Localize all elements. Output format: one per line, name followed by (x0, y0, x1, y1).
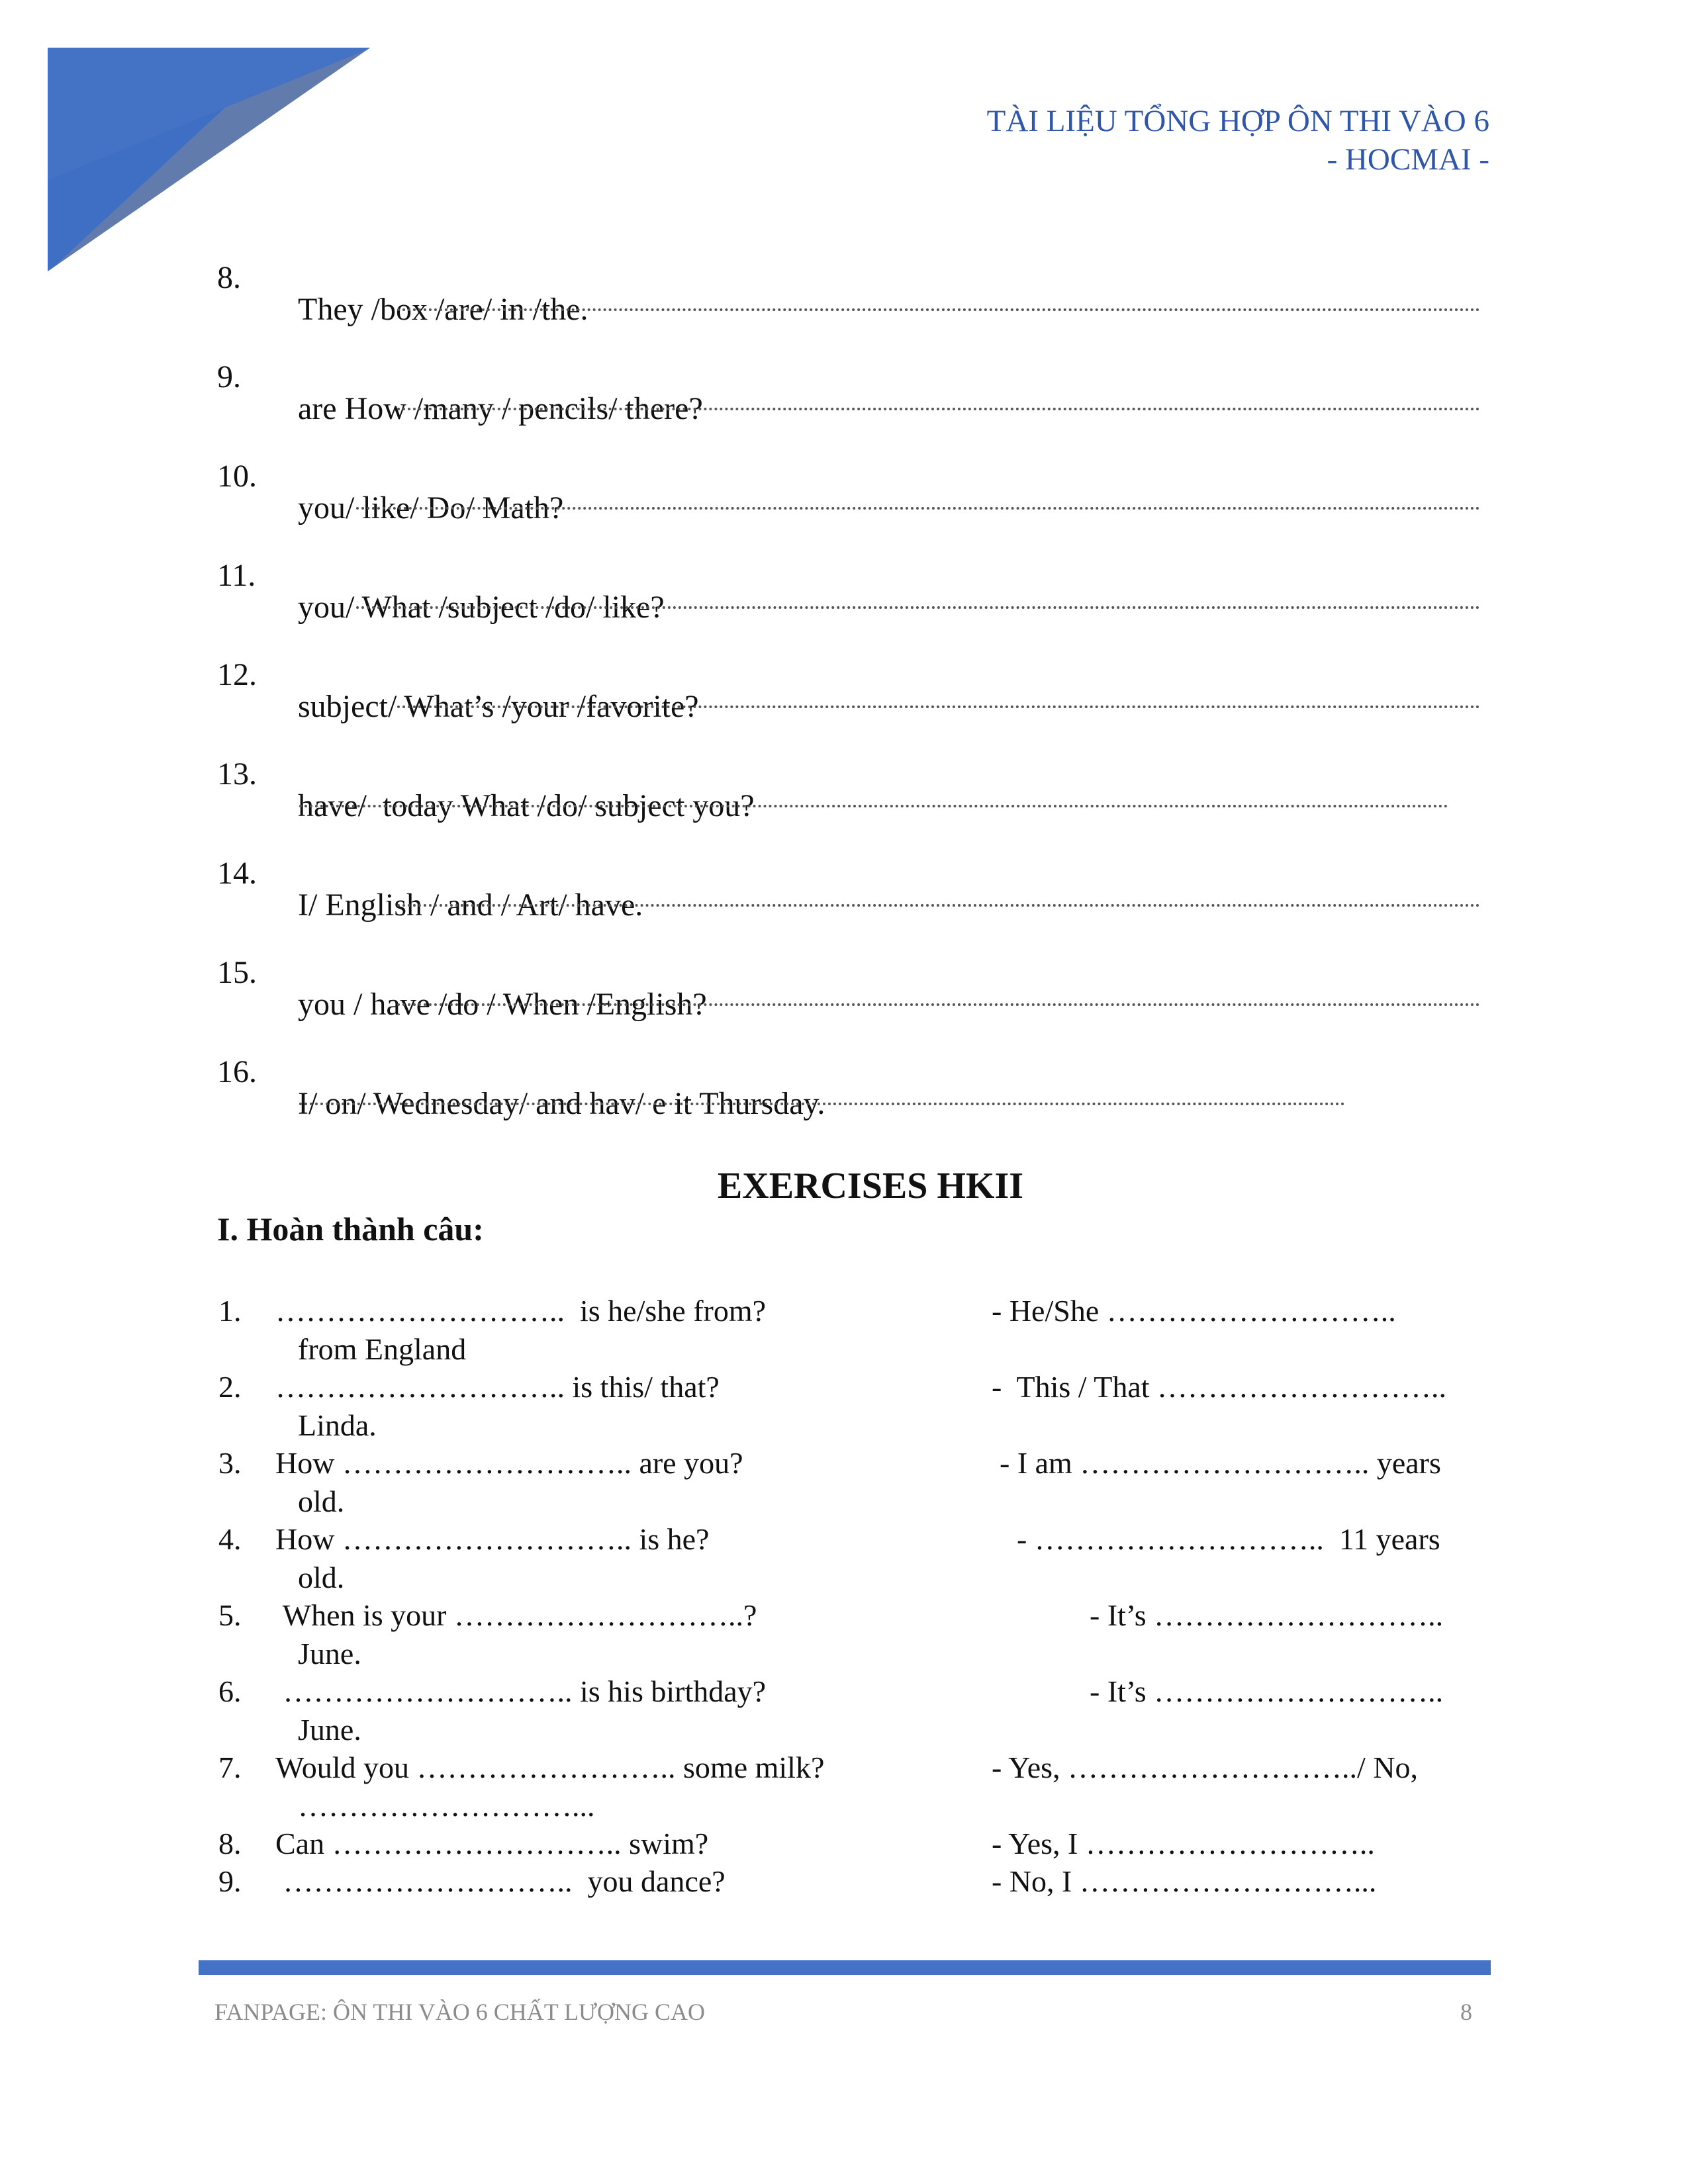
section-title: EXERCISES HKII (717, 1165, 1024, 1206)
item-number: 10. (217, 459, 257, 494)
answer-line[interactable] (356, 606, 1480, 609)
list-item (217, 230, 588, 327)
answer-line[interactable] (397, 408, 1480, 410)
item-text: are How /many / pencils/ there? (298, 391, 703, 426)
item-number: 15. (217, 955, 257, 990)
list-item (217, 727, 755, 823)
answer-line[interactable] (397, 1003, 1480, 1006)
exercise-answer: - I am ……………………….. years (1000, 1446, 1441, 1480)
exercise-number: 9. (218, 1864, 242, 1898)
exercise-continuation: June. (298, 1713, 361, 1747)
list-item (217, 925, 707, 1022)
exercise-number: 5. (218, 1598, 242, 1632)
exercise-continuation: old. (298, 1484, 345, 1518)
item-text: have/ today What /do/ subject you? (298, 788, 755, 823)
answer-line[interactable] (356, 507, 1480, 510)
item-number: 9. (217, 359, 241, 394)
exercise-answer: - ……………………….. 11 years (1017, 1522, 1440, 1556)
exercise-number: 1. (218, 1294, 242, 1328)
footer-bar (199, 1960, 1491, 1975)
exercise-number: 2. (218, 1370, 242, 1404)
answer-line[interactable] (397, 705, 1480, 708)
exercise-continuation: Linda. (298, 1408, 377, 1442)
item-number: 13. (217, 756, 257, 792)
exercise-number: 7. (218, 1751, 242, 1784)
exercise-answer: - It’s ……………………….. (1090, 1598, 1444, 1632)
exercise-continuation: from England (298, 1332, 467, 1366)
exercise-question: ……………………….. is he/she from? (275, 1294, 767, 1328)
list-item (217, 1024, 825, 1121)
list-item (217, 528, 665, 625)
exercise-answer: - He/She ……………………….. (992, 1294, 1396, 1328)
exercise-question: ……………………….. you dance? (275, 1864, 726, 1898)
list-item (217, 429, 564, 525)
corner-decoration (48, 48, 372, 273)
exercise-answer: - No, I ………………………... (992, 1864, 1377, 1898)
item-text: you/ like/ Do/ Math? (298, 490, 564, 525)
answer-line[interactable] (397, 308, 1480, 311)
item-text: subject/ What’s /your /favorite? (298, 689, 699, 724)
item-number: 11. (217, 558, 256, 593)
exercise-question: When is your ………………………..? (275, 1598, 757, 1632)
exercise-continuation: June. (298, 1637, 361, 1670)
exercise-answer: - This / That ……………………….. (992, 1370, 1447, 1404)
item-number: 12. (217, 657, 257, 692)
item-text: you / have /do / When /English? (298, 987, 707, 1022)
answer-line[interactable] (299, 1103, 1345, 1105)
list-item (217, 627, 699, 724)
exercise-answer: - It’s ……………………….. (1090, 1674, 1444, 1708)
footer-fanpage: FANPAGE: ÔN THI VÀO 6 CHẤT LƯỢNG CAO (214, 1999, 705, 2025)
exercise-number: 6. (218, 1674, 242, 1708)
exercise-answer: - Yes, ………………………../ No, (992, 1751, 1419, 1784)
exercise-continuation: ………………………... (298, 1789, 595, 1823)
exercise-question: ……………………….. is his birthday? (275, 1674, 767, 1708)
exercise-question: Would you …………………….. some milk? (275, 1751, 825, 1784)
item-text: you/ What /subject /do/ like? (298, 590, 665, 625)
exercise-question: How ……………………….. are you? (275, 1446, 743, 1480)
item-text: I/ on/ Wednesday/ and hav/ e it Thursday. (298, 1086, 825, 1121)
exercise-number: 4. (218, 1522, 242, 1556)
header-brand: - HOCMAI - (1327, 142, 1489, 177)
answer-line[interactable] (397, 904, 1480, 907)
exercise-question: ……………………….. is this/ that? (275, 1370, 720, 1404)
list-item (217, 826, 643, 923)
exercise-question: How ……………………….. is he? (275, 1522, 710, 1556)
exercise-number: 3. (218, 1446, 242, 1480)
exercise-question: Can ……………………….. swim? (275, 1827, 709, 1860)
header-title: TÀI LIỆU TỔNG HỢP ÔN THI VÀO 6 (986, 104, 1489, 138)
item-number: 14. (217, 856, 257, 891)
section-subtitle: I. Hoàn thành câu: (217, 1210, 484, 1248)
list-item (217, 330, 703, 426)
answer-line[interactable] (299, 805, 1448, 807)
exercise-number: 8. (218, 1827, 242, 1860)
item-text: They /box /are/ in /the. (298, 292, 588, 327)
item-number: 16. (217, 1054, 257, 1089)
item-text: I/ English / and / Art/ have. (298, 887, 643, 923)
page-number: 8 (1460, 1999, 1472, 2025)
exercise-answer: - Yes, I ……………………….. (992, 1827, 1375, 1860)
exercise-continuation: old. (298, 1561, 345, 1594)
item-number: 8. (217, 260, 241, 295)
